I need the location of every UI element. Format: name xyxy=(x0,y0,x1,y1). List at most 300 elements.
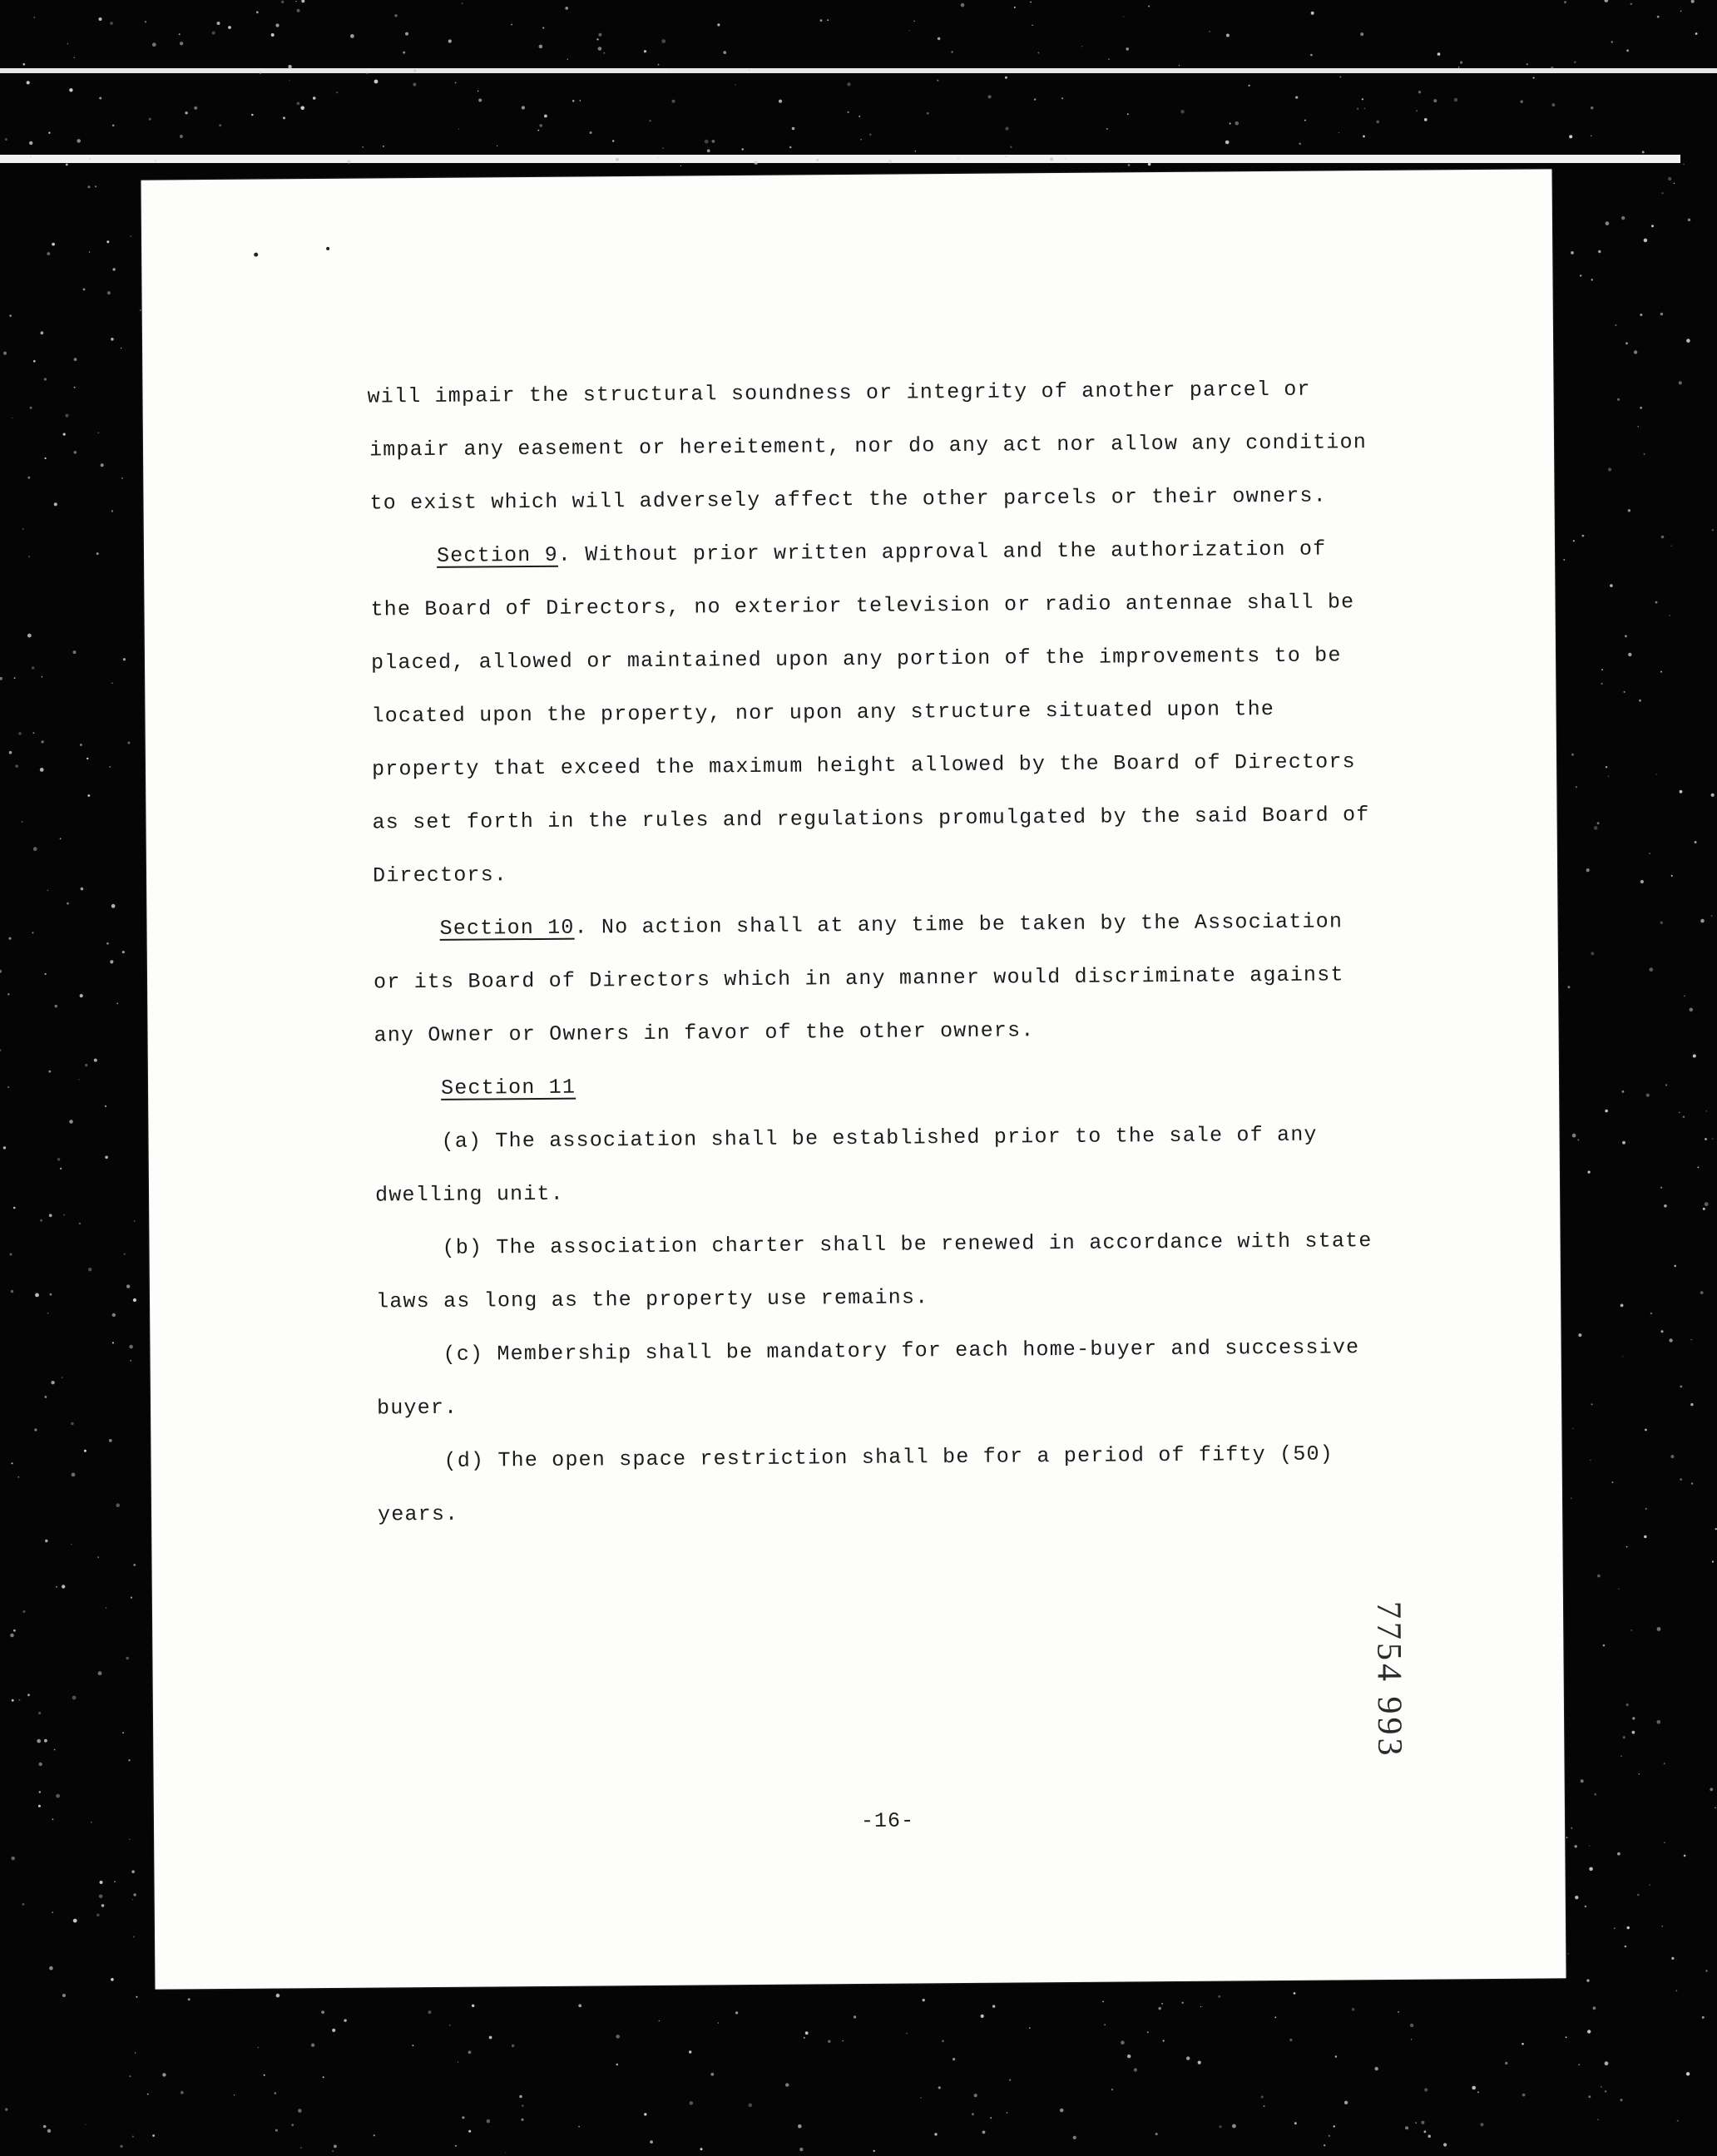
scan-noise-dot xyxy=(85,2124,86,2125)
scan-noise-dot xyxy=(9,751,12,754)
scan-noise-dot xyxy=(87,758,88,759)
scan-noise-dot xyxy=(1104,2024,1106,2025)
scan-noise-dot xyxy=(1660,1187,1662,1189)
scan-noise-dot xyxy=(30,407,32,409)
scan-noise-dot xyxy=(1601,683,1603,685)
scan-noise-dot xyxy=(1628,653,1631,656)
section-9-line-5: as set forth in the rules and regulations promulgated by the said Board of xyxy=(372,803,1370,835)
scan-noise-dot xyxy=(1334,2125,1335,2127)
scan-noise-dot xyxy=(1617,398,1620,401)
section-11-item-a-rest: dwelling unit. xyxy=(374,1181,565,1208)
scan-noise-dot xyxy=(112,1342,114,1343)
section-11-item-b-first: (b) The association charter shall be renewed in accordance with state xyxy=(442,1229,1373,1260)
scan-noise-dot xyxy=(60,838,62,839)
scan-noise-dot xyxy=(798,2124,802,2129)
scan-noise-dot xyxy=(1032,25,1033,27)
scan-noise-dot xyxy=(96,1914,100,1917)
scan-noise-dot xyxy=(9,314,12,317)
scan-noise-dot xyxy=(29,141,32,145)
scan-noise-dot xyxy=(135,2052,136,2053)
scan-noise-dot xyxy=(383,146,384,147)
scan-noise-dot xyxy=(62,1994,66,1997)
scan-noise-dot xyxy=(1646,1094,1650,1097)
scan-noise-dot xyxy=(1624,691,1625,693)
scan-noise-dot xyxy=(1329,2135,1330,2137)
scan-noise-dot xyxy=(52,1911,53,1913)
scan-noise-dot xyxy=(45,1396,47,1398)
scan-noise-dot xyxy=(33,732,35,734)
scan-noise-dot xyxy=(1505,2062,1507,2065)
scan-noise-dot xyxy=(1606,221,1610,225)
scan-noise-dot xyxy=(1655,601,1658,604)
scan-noise-dot xyxy=(366,72,369,74)
scan-noise-dot xyxy=(1650,1313,1652,1314)
scan-noise-dot xyxy=(129,1345,133,1349)
scan-noise-dot xyxy=(84,1450,87,1452)
scan-noise-dot xyxy=(1128,164,1131,166)
scan-noise-dot xyxy=(133,1936,135,1937)
scan-noise-dot xyxy=(1589,1845,1590,1846)
scan-noise-dot xyxy=(321,2010,324,2014)
scan-noise-dot xyxy=(1230,123,1231,125)
scan-noise-dot xyxy=(275,2129,278,2132)
scan-noise-dot xyxy=(1235,121,1240,126)
scan-noise-dot xyxy=(63,433,66,436)
scan-noise-dot xyxy=(1108,58,1110,60)
scan-noise-dot xyxy=(12,1699,14,1702)
scan-noise-dot xyxy=(1671,875,1673,877)
scan-noise-dot xyxy=(54,1749,56,1751)
scan-noise-dot xyxy=(52,1818,54,1820)
scan-noise-dot xyxy=(1671,1957,1674,1960)
scan-noise-dot xyxy=(1660,671,1662,673)
scan-noise-dot xyxy=(1572,1428,1573,1429)
scan-noise-dot xyxy=(48,1071,51,1073)
scan-noise-dot xyxy=(1680,1386,1682,1388)
scan-noise-dot xyxy=(1127,113,1129,115)
scan-noise-dot xyxy=(89,158,91,160)
scan-noise-dot xyxy=(669,68,670,70)
scan-noise-dot xyxy=(23,1610,26,1613)
scan-noise-dot xyxy=(1608,467,1611,471)
scan-noise-dot xyxy=(80,744,82,746)
scan-noise-dot xyxy=(332,2029,335,2032)
scan-noise-dot xyxy=(982,2131,986,2134)
scan-noise-dot xyxy=(1630,3,1632,5)
scan-noise-dot xyxy=(145,21,146,22)
scan-noise-dot xyxy=(1577,1140,1579,1141)
scan-noise-dot xyxy=(1661,1330,1664,1333)
scan-noise-dot xyxy=(1460,62,1462,64)
scan-noise-dot xyxy=(1615,324,1616,326)
scan-noise-dot xyxy=(1645,1508,1647,1510)
scan-noise-dot xyxy=(1102,2001,1104,2003)
scan-noise-dot xyxy=(291,2124,294,2126)
scan-noise-dot xyxy=(1200,2006,1201,2007)
scan-noise-dot xyxy=(126,1657,129,1660)
scan-noise-dot xyxy=(109,1439,112,1442)
scan-noise-dot xyxy=(690,2101,694,2105)
scan-noise-dot xyxy=(43,2125,47,2129)
scan-noise-dot xyxy=(572,100,575,102)
scan-noise-dot xyxy=(128,1759,130,1761)
scan-noise-dot xyxy=(458,129,459,130)
scan-noise-dot xyxy=(1597,2119,1598,2120)
scan-noise-dot xyxy=(1274,2016,1276,2018)
scan-noise-dot xyxy=(1657,16,1660,18)
scan-noise-dot xyxy=(334,2145,337,2149)
scan-noise-dot xyxy=(1581,1779,1584,1783)
scan-noise-dot xyxy=(55,1005,57,1007)
scan-noise-dot xyxy=(1310,54,1313,57)
scan-noise-dot xyxy=(779,100,782,103)
scan-noise-dot xyxy=(87,185,90,188)
scan-noise-dot xyxy=(1679,1112,1680,1114)
scan-noise-dot xyxy=(185,111,187,114)
scan-noise-dot xyxy=(603,52,605,54)
scan-noise-dot xyxy=(1363,136,1365,138)
scan-noise-dot xyxy=(133,1298,136,1302)
scan-noise-dot xyxy=(661,39,666,43)
scan-noise-dot xyxy=(1620,2099,1622,2101)
scan-noise-dot xyxy=(1065,158,1066,160)
scan-noise-dot xyxy=(1703,1208,1705,1210)
margin-stamp: 7754 993 xyxy=(1368,1600,1409,1759)
scan-noise-dot xyxy=(101,463,104,467)
scan-noise-dot xyxy=(99,1895,103,1899)
scan-noise-dot xyxy=(1606,766,1607,768)
scan-noise-dot xyxy=(542,27,544,28)
scan-noise-dot xyxy=(1637,426,1639,428)
scan-noise-dot xyxy=(1664,1204,1667,1208)
scan-noise-dot xyxy=(300,106,304,111)
scan-noise-dot xyxy=(363,146,364,147)
scan-noise-dot xyxy=(275,2092,277,2094)
scan-noise-dot xyxy=(1050,157,1053,161)
scan-noise-dot xyxy=(981,2015,984,2018)
scan-noise-dot xyxy=(672,100,675,103)
scan-noise-dot xyxy=(110,960,113,963)
scan-noise-dot xyxy=(74,451,77,454)
scan-noise-dot xyxy=(18,1699,20,1701)
scan-noise-dot xyxy=(1311,12,1314,15)
scan-noise-dot xyxy=(1644,453,1645,455)
scan-noise-dot xyxy=(616,158,619,161)
scan-noise-dot xyxy=(1644,239,1648,243)
scan-noise-dot xyxy=(149,118,151,121)
scan-noise-dot xyxy=(332,2150,334,2152)
scan-noise-dot xyxy=(1566,2036,1567,2038)
scan-noise-dot xyxy=(1580,274,1581,276)
scan-noise-dot xyxy=(462,2,463,4)
scan-noise-dot xyxy=(612,140,614,141)
scan-noise-dot xyxy=(71,1422,74,1426)
scan-noise-dot xyxy=(44,378,47,380)
scan-noise-dot xyxy=(72,1696,77,1700)
scan-noise-dot xyxy=(264,2074,265,2076)
scan-noise-dot xyxy=(1575,1845,1577,1847)
scan-noise-dot xyxy=(1634,350,1637,354)
scan-noise-dot xyxy=(1621,1755,1622,1757)
section-9-line-3: located upon the property, nor upon any structure situated upon the xyxy=(371,697,1275,729)
scan-noise-dot xyxy=(1686,2072,1690,2075)
scan-noise-dot xyxy=(961,3,965,7)
scan-noise-dot xyxy=(799,2148,803,2151)
scan-noise-dot xyxy=(38,1805,41,1807)
scan-noise-dot xyxy=(1712,529,1714,531)
scan-noise-dot xyxy=(1657,1720,1661,1724)
scan-noise-dot xyxy=(1576,786,1577,788)
scan-noise-dot xyxy=(537,130,539,131)
scan-noise-dot xyxy=(234,2094,235,2095)
scan-noise-dot xyxy=(1630,1629,1632,1631)
scan-noise-dot xyxy=(162,2073,166,2076)
scan-noise-dot xyxy=(990,2117,992,2119)
scan-noise-dot xyxy=(1566,1837,1568,1838)
scan-noise-dot xyxy=(662,147,664,149)
scan-noise-dot xyxy=(1339,77,1341,78)
scan-noise-dot xyxy=(140,309,141,311)
scan-noise-dot xyxy=(1597,1575,1601,1578)
scan-noise-dot xyxy=(539,124,542,127)
scan-noise-dot xyxy=(1639,700,1641,702)
page-speck xyxy=(254,253,258,257)
scan-noise-dot xyxy=(1073,2136,1076,2139)
scan-noise-dot xyxy=(785,2083,789,2086)
scan-noise-dot xyxy=(1683,1115,1685,1118)
scan-noise-dot xyxy=(705,140,709,144)
scan-noise-dot xyxy=(1665,1084,1667,1085)
scan-noise-dot xyxy=(1661,1926,1663,1927)
scan-noise-dot xyxy=(1061,97,1063,99)
scan-noise-dot xyxy=(105,1156,108,1160)
scan-noise-dot xyxy=(938,37,941,41)
scan-noise-dot xyxy=(1603,1644,1606,1647)
scan-noise-dot xyxy=(109,766,111,768)
scan-noise-dot xyxy=(468,2050,472,2054)
scan-noise-dot xyxy=(121,477,123,479)
scan-noise-dot xyxy=(111,904,116,908)
scan-noise-dot xyxy=(13,1207,16,1209)
scan-noise-dot xyxy=(462,2116,464,2119)
scan-noise-dot xyxy=(1626,49,1629,52)
scan-noise-dot xyxy=(87,794,90,797)
scan-noise-dot xyxy=(1398,2011,1399,2013)
scan-noise-dot xyxy=(827,19,829,21)
scan-noise-dot xyxy=(1209,31,1210,32)
scan-noise-dot xyxy=(1591,279,1593,280)
scan-noise-dot xyxy=(1472,2086,1476,2090)
scan-noise-dot xyxy=(1360,32,1363,36)
scan-noise-dot xyxy=(131,1597,132,1599)
scan-noise-dot xyxy=(1186,2056,1190,2060)
scan-noise-dot xyxy=(49,1214,52,1217)
scan-noise-dot xyxy=(598,33,601,37)
scan-noise-dot xyxy=(1605,2090,1607,2093)
scan-noise-dot xyxy=(1180,110,1185,114)
scan-noise-dot xyxy=(94,1059,97,1062)
scan-noise-dot xyxy=(45,457,47,459)
scan-noise-dot xyxy=(106,1607,107,1609)
scan-noise-dot xyxy=(539,45,543,49)
scan-noise-dot xyxy=(1670,546,1672,547)
scan-noise-dot xyxy=(1344,2101,1348,2104)
scan-noise-dot xyxy=(1232,2124,1236,2129)
scan-noise-dot xyxy=(126,1284,130,1288)
scan-noise-dot xyxy=(974,2094,977,2097)
scan-noise-dot xyxy=(98,1671,102,1675)
scan-noise-dot xyxy=(256,11,259,13)
page-speck xyxy=(326,247,329,250)
scan-noise-dot xyxy=(5,2108,7,2110)
scan-noise-dot xyxy=(658,64,660,66)
scan-noise-dot xyxy=(1477,2091,1479,2093)
scan-noise-dot xyxy=(957,158,959,160)
scan-noise-dot xyxy=(1669,1338,1672,1342)
scan-noise-dot xyxy=(35,1293,39,1298)
continuation-line-1: will impair the structural soundness or integrity of another parcel or xyxy=(367,377,1311,409)
scan-noise-dot xyxy=(1357,108,1358,110)
scan-noise-dot xyxy=(22,63,25,66)
scan-noise-dot xyxy=(1522,2094,1526,2097)
scan-noise-dot xyxy=(1691,1482,1693,1484)
scan-noise-dot xyxy=(27,81,30,84)
scan-noise-dot xyxy=(1664,1842,1665,1843)
scan-noise-dot xyxy=(97,1556,99,1558)
section-11-heading-line xyxy=(441,1076,576,1101)
scan-noise-dot xyxy=(848,111,849,113)
scan-noise-dot xyxy=(50,1293,52,1296)
scan-noise-dot xyxy=(1711,915,1713,917)
scan-noise-dot xyxy=(644,2113,646,2115)
scan-noise-dot xyxy=(1695,32,1698,35)
scan-noise-dot xyxy=(1605,1110,1608,1113)
scan-noise-dot xyxy=(1416,2122,1417,2123)
scan-noise-dot xyxy=(14,677,16,679)
scan-noise-dot xyxy=(953,2058,955,2060)
scan-noise-dot xyxy=(122,1732,124,1733)
scan-noise-dot xyxy=(920,2097,921,2098)
scan-noise-dot xyxy=(487,2119,491,2124)
scan-noise-dot xyxy=(1009,2079,1011,2081)
section-11-item-b-rest: laws as long as the property use remains. xyxy=(375,1285,929,1314)
scan-noise-dot xyxy=(789,146,792,149)
scan-noise-dot xyxy=(1563,559,1565,561)
scan-noise-dot xyxy=(129,2075,131,2077)
scan-noise-dot xyxy=(298,2109,302,2113)
scan-noise-dot xyxy=(428,2010,432,2014)
scan-noise-dot xyxy=(131,1870,135,1873)
scan-noise-dot xyxy=(1622,1090,1625,1093)
scan-noise-dot xyxy=(67,43,68,44)
scan-noise-dot xyxy=(742,148,744,150)
scan-noise-dot xyxy=(992,2005,995,2007)
scan-noise-dot xyxy=(1567,986,1570,988)
scan-noise-dot xyxy=(47,890,48,891)
scan-noise-dot xyxy=(120,2145,122,2148)
scan-noise-dot xyxy=(1126,47,1129,51)
scan-noise-dot xyxy=(1651,225,1654,227)
scan-noise-dot xyxy=(1161,2003,1163,2005)
scan-noise-dot xyxy=(1597,822,1600,824)
scan-noise-dot xyxy=(1586,868,1590,872)
scan-noise-dot xyxy=(1690,1339,1692,1341)
scan-noise-dot xyxy=(297,9,300,12)
scan-noise-dot xyxy=(112,268,115,270)
scan-noise-dot xyxy=(39,1791,41,1793)
scan-noise-dot xyxy=(1591,106,1593,109)
scan-noise-dot xyxy=(81,888,84,891)
scan-noise-dot xyxy=(67,902,69,905)
scan-noise-dot xyxy=(27,634,32,638)
scan-noise-dot xyxy=(99,17,102,21)
scan-noise-dot xyxy=(1134,2068,1137,2071)
section-11-heading: Section 11 xyxy=(440,1075,576,1100)
scan-noise-dot xyxy=(3,352,7,355)
scan-noise-dot xyxy=(847,82,850,86)
scan-noise-dot xyxy=(805,2031,809,2035)
scan-noise-dot xyxy=(152,2134,155,2137)
scan-noise-dot xyxy=(1706,1110,1707,1111)
scan-noise-dot xyxy=(7,1086,9,1088)
scan-noise-dot xyxy=(1121,2040,1125,2045)
scan-noise-dot xyxy=(10,1254,12,1256)
scan-noise-dot xyxy=(858,116,860,117)
scan-noise-dot xyxy=(1698,1167,1700,1169)
scan-noise-dot xyxy=(1601,2086,1602,2088)
scan-noise-dot xyxy=(74,358,77,361)
scan-noise-dot xyxy=(1030,2,1032,3)
scan-noise-dot xyxy=(1645,1429,1647,1432)
scan-noise-dot xyxy=(511,24,512,26)
scan-noise-dot xyxy=(650,2140,653,2144)
scan-noise-dot xyxy=(56,1586,57,1588)
scan-noise-dot xyxy=(1338,132,1339,133)
scan-noise-dot xyxy=(1705,1970,1708,1972)
scan-noise-dot xyxy=(42,740,44,743)
scan-noise-dot xyxy=(707,149,710,152)
scan-noise-dot xyxy=(27,1694,30,1696)
scan-noise-dot xyxy=(710,2073,714,2076)
scan-noise-dot xyxy=(658,157,660,159)
scan-noise-dot xyxy=(1680,11,1682,12)
scan-noise-dot xyxy=(66,164,68,166)
scan-noise-dot xyxy=(1034,98,1036,100)
scan-noise-dot xyxy=(1612,1481,1614,1483)
scan-noise-dot xyxy=(63,1214,65,1216)
scan-noise-dot xyxy=(56,1794,60,1798)
scan-noise-dot xyxy=(580,100,581,101)
scan-noise-dot xyxy=(106,240,109,243)
scan-noise-dot xyxy=(1481,2123,1484,2126)
scan-noise-dot xyxy=(816,159,819,161)
continuation-line-3: to exist which will adversely affect the other parcels or their owners. xyxy=(369,483,1327,516)
scan-noise-dot xyxy=(1679,381,1682,384)
scan-noise-dot xyxy=(1111,2089,1113,2090)
scan-noise-dot xyxy=(1294,2122,1297,2124)
scan-noise-dot xyxy=(258,2047,260,2049)
scan-noise-dot xyxy=(1705,1202,1709,1206)
scan-noise-dot xyxy=(1526,63,1528,65)
scan-noise-dot xyxy=(30,156,32,158)
scan-noise-dot xyxy=(217,22,220,25)
scan-noise-dot xyxy=(313,96,316,100)
scan-noise-dot xyxy=(271,33,275,37)
scan-noise-dot xyxy=(22,528,24,530)
scan-noise-dot xyxy=(1148,6,1150,7)
scan-noise-dot xyxy=(1295,96,1298,99)
scan-noise-dot xyxy=(1711,794,1715,797)
